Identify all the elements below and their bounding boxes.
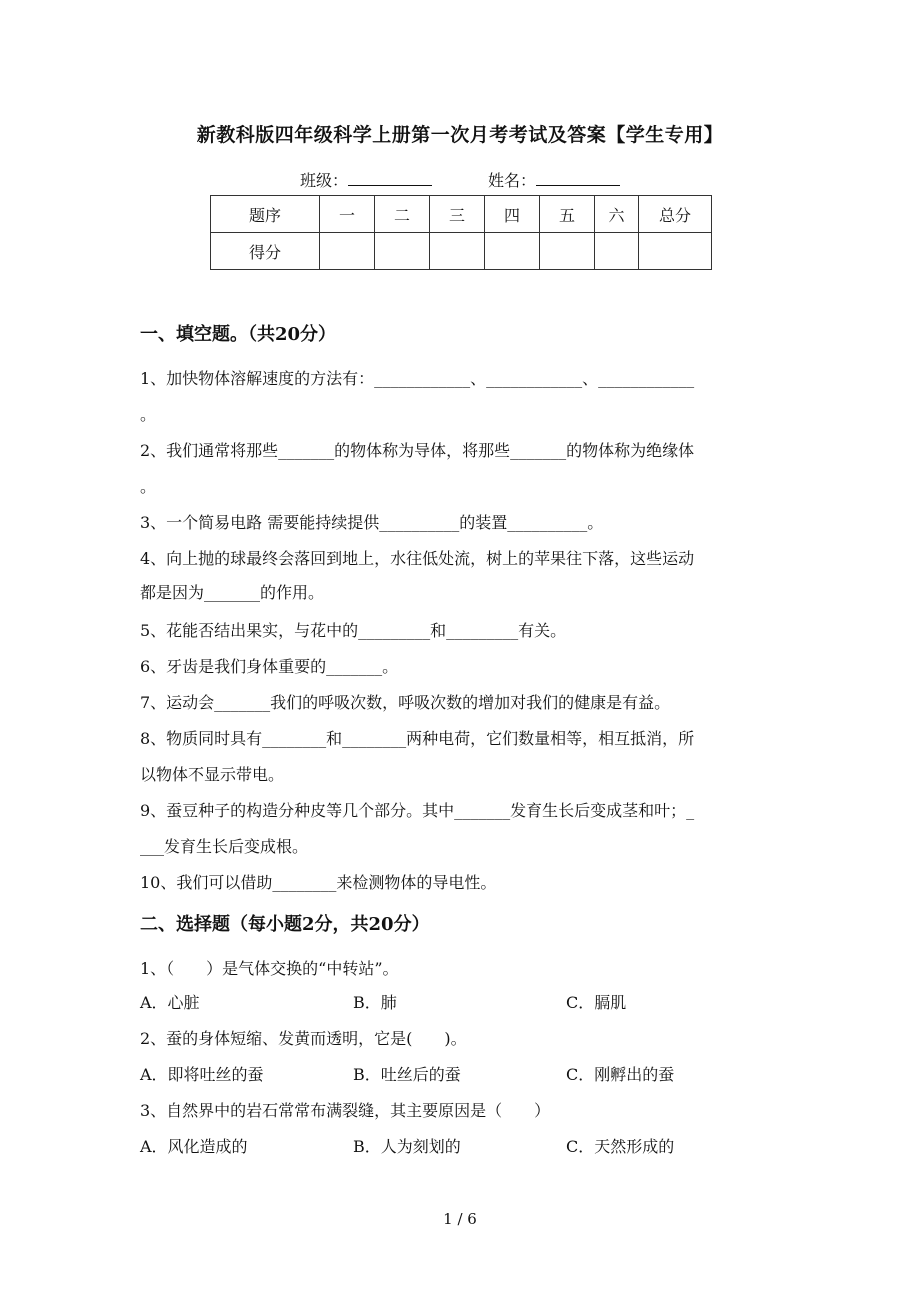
score-cell	[430, 233, 485, 270]
score-header-cell: 四	[485, 196, 540, 233]
question-line: 6、牙齿是我们身体重要的_______。	[140, 657, 399, 676]
choice-option: B．肺	[353, 993, 397, 1012]
choice-option: B．人为刻划的	[353, 1137, 461, 1156]
score-header-cell: 六	[595, 196, 639, 233]
score-cell	[639, 233, 712, 270]
choice-option: A．风化造成的	[140, 1137, 248, 1156]
choice-option: B．吐丝后的蚕	[353, 1065, 461, 1084]
question-line: 9、蚕豆种子的构造分种皮等几个部分。其中_______发育生长后变成茎和叶；_	[140, 801, 695, 820]
question-line: 1、加快物体溶解速度的方法有：____________、____________、____________	[140, 369, 695, 388]
question-line: ___发育生长后变成根。	[140, 837, 309, 856]
choice-question-stem: 3、自然界中的岩石常常布满裂缝，其主要原因是（ ）	[140, 1101, 551, 1120]
question-line: 以物体不显示带电。	[140, 765, 285, 784]
score-cell	[540, 233, 595, 270]
score-cell	[320, 233, 375, 270]
question-line: 8、物质同时具有________和________两种电荷，它们数量相等，相互抵消，所	[140, 729, 695, 748]
score-header-cell: 题序	[211, 196, 320, 233]
section-2-heading: 二、选择题（每小题2分，共20分）	[140, 914, 430, 935]
choice-question-stem: 2、蚕的身体短缩、发黄而透明，它是( )。	[140, 1029, 467, 1048]
question-line: 7、运动会_______我们的呼吸次数，呼吸次数的增加对我们的健康是有益。	[140, 693, 671, 712]
document-title: 新教科版四年级科学上册第一次月考考试及答案【学生专用】	[196, 124, 724, 146]
question-line: 2、我们通常将那些_______的物体称为导体，将那些_______的物体称为绝缘体	[140, 441, 695, 460]
question-line: 10、我们可以借助________来检测物体的导电性。	[140, 873, 497, 892]
score-header-cell: 三	[430, 196, 485, 233]
score-row-label: 得分	[211, 233, 320, 270]
score-cell	[375, 233, 430, 270]
name-label: 姓名：	[488, 171, 537, 190]
score-cell	[595, 233, 639, 270]
score-table-header-row	[211, 196, 712, 233]
score-header-cell: 二	[375, 196, 430, 233]
student-info	[0, 168, 920, 191]
name-blank	[536, 171, 620, 186]
choice-option: C．刚孵出的蚕	[566, 1065, 675, 1084]
score-table	[210, 195, 712, 270]
choice-option: A．心脏	[140, 993, 200, 1012]
question-line: 3、一个简易电路 需要能持续提供__________的装置__________。	[140, 513, 604, 532]
choice-option: C．膈肌	[566, 993, 627, 1012]
score-cell	[485, 233, 540, 270]
question-line: 。	[140, 405, 157, 424]
class-blank	[348, 171, 432, 186]
choice-question-stem: 1、（ ）是气体交换的“中转站”。	[140, 959, 399, 978]
page-number: 1 / 6	[443, 1210, 477, 1228]
choice-option: C．天然形成的	[566, 1137, 675, 1156]
question-line: 5、花能否结出果实，与花中的_________和_________有关。	[140, 621, 567, 640]
score-header-cell: 总分	[639, 196, 712, 233]
question-line: 。	[140, 477, 157, 496]
score-header-cell: 一	[320, 196, 375, 233]
question-line: 4、向上抛的球最终会落回到地上，水往低处流，树上的苹果往下落，这些运动	[140, 549, 695, 568]
choice-option: A．即将吐丝的蚕	[140, 1065, 264, 1084]
class-label: 班级：	[299, 171, 348, 190]
question-line: 都是因为_______的作用。	[140, 583, 325, 602]
score-header-cell: 五	[540, 196, 595, 233]
section-1-heading: 一、填空题。（共20分）	[140, 324, 337, 345]
score-table-score-row	[211, 233, 712, 270]
